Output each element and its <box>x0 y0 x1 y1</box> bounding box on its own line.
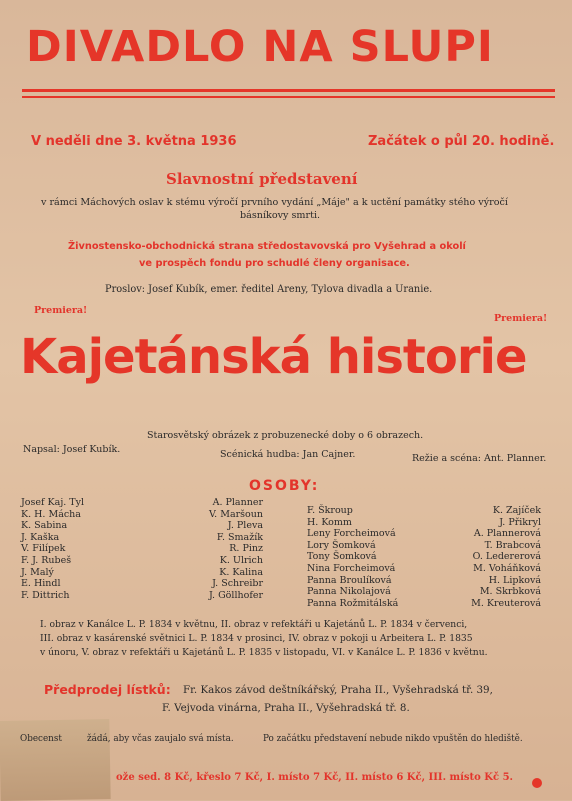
actor-name: V. Maršoun <box>208 508 263 520</box>
cast-heading: OSOBY: <box>249 478 320 494</box>
role-name: J. Malý <box>21 566 54 578</box>
cast-row <box>21 497 263 509</box>
cast-right-column <box>307 505 541 609</box>
occasion-line-2: básníkovy smrti. <box>240 210 321 221</box>
play-music: Scénická hudba: Jan Cajner. <box>220 449 356 460</box>
role-name: Josef Kaj. Tyl <box>21 497 85 508</box>
corner-mark <box>532 778 542 788</box>
cast-row <box>307 586 541 598</box>
organizer-line-2: ve prospěch fondu pro schudlé členy organisace. <box>139 258 410 269</box>
play-author: Napsal: Josef Kubík. <box>23 444 121 455</box>
actor-name: M. Kreuterová <box>471 597 541 609</box>
organizer-line-1: Živnostensko-obchodnická strana středostavovská pro Vyšehrad a okolí <box>68 241 466 252</box>
cast-row <box>21 567 263 579</box>
occasion-line-1: v rámci Máchových oslav k stému výročí prvního vydání „Máje" a k uctění památky stého výročí <box>41 197 508 208</box>
role-name: K. Sabina <box>21 520 68 532</box>
cast-row <box>21 543 263 555</box>
cast-row <box>21 532 263 544</box>
role-name: K. H. Mácha <box>21 508 81 520</box>
role-name: Panna Rožmitálská <box>307 597 399 609</box>
cast-row <box>307 575 541 587</box>
actor-name: M. Voháňková <box>473 562 541 574</box>
actor-name: J. Göllhofer <box>208 589 263 601</box>
scenes-line-2: III. obraz v kasárenské světnici L. P. 1834 v prosinci, IV. obraz v pokoji u Arbeitera L. P. 1835 <box>40 633 473 644</box>
actor-name: R. Pinz <box>229 543 263 555</box>
cast-row <box>21 590 263 602</box>
role-name: F. Dittrich <box>21 589 70 601</box>
role-name: Panna Nikolajová <box>307 586 391 598</box>
role-name: E. Hindl <box>21 578 61 590</box>
cast-row <box>307 528 541 540</box>
actor-name: J. Schreibr <box>212 578 263 590</box>
occasion-title: Slavnostní představení <box>166 170 358 188</box>
actor-name: J. Pleva <box>227 520 263 532</box>
cast-row <box>307 505 541 517</box>
actor-name: K. Ulrich <box>219 554 263 566</box>
tickets-line-2: F. Vejvoda vinárna, Praha II., Vyšehradská tř. 8. <box>162 702 410 714</box>
premiere-right: Premiera! <box>494 313 548 324</box>
cast-row <box>21 578 263 590</box>
speech-line: Proslov: Josef Kubík, emer. ředitel Areny, Tylova divadla a Uranie. <box>105 284 433 295</box>
actor-name: T. Brabcová <box>484 539 541 551</box>
cast-row <box>307 517 541 529</box>
actor-name: K. Kalina <box>219 566 263 578</box>
play-direction: Režie a scéna: Ant. Planner. <box>412 453 547 464</box>
role-name: V. Filípek <box>21 543 66 555</box>
notice-right: Po začátku představení nebude nikdo vpuštěn do hlediště. <box>263 734 523 744</box>
cast-row <box>307 540 541 552</box>
role-name: Lory Šomková <box>307 539 376 551</box>
premiere-left: Premiera! <box>34 305 88 316</box>
play-title: Kajetánská historie <box>20 329 527 385</box>
cast-row <box>21 509 263 521</box>
tickets-label: Předprodej lístků: <box>44 682 171 697</box>
scenes-line-3: v únoru, V. obraz v refektáři u Kajetánů L. P. 1835 v listopadu, VI. v Kanálce L. P. 1836 v květnu. <box>40 647 488 658</box>
cast-row <box>307 551 541 563</box>
role-name: F. J. Rubeš <box>21 554 72 566</box>
start-time: Začátek o půl 20. hodině. <box>368 134 555 149</box>
cast-row <box>307 563 541 575</box>
notice-left-b: žádá, aby včas zaujalo svá místa. <box>87 734 234 744</box>
actor-name: A. Plannerová <box>473 528 541 540</box>
role-name: H. Komm <box>307 516 352 528</box>
title-rule-bottom <box>22 96 555 98</box>
cast-row <box>21 520 263 532</box>
date-line: V neděli dne 3. května 1936 <box>31 134 237 149</box>
role-name: F. Škroup <box>307 505 353 516</box>
cast-row <box>307 598 541 610</box>
actor-name: M. Skrbková <box>479 586 541 598</box>
tickets-line-1: Fr. Kakos závod deštníkářský, Praha II., Vyšehradská tř. 39, <box>183 684 493 696</box>
notice-left-a: Obecenst <box>20 734 62 744</box>
role-name: Nina Forcheimová <box>307 562 396 574</box>
actor-name: O. Ledererová <box>472 551 541 563</box>
role-name: Tony Šomková <box>307 551 377 563</box>
cast-left-column <box>21 497 263 601</box>
title-rule-top <box>22 89 555 92</box>
role-name: Leny Forcheimová <box>307 528 396 540</box>
play-subtitle: Starosvětský obrázek z probuzenecké doby o 6 obrazech. <box>147 430 424 441</box>
role-name: Panna Broulíková <box>307 574 392 586</box>
theatre-name: DIVADLO NA SLUPI <box>26 22 494 72</box>
actor-name: K. Zajíček <box>492 505 541 516</box>
scenes-line-1: I. obraz v Kanálce L. P. 1834 v květnu, II. obraz v refektáři u Kajetánů L. P. 1834 v červenci, <box>40 619 468 630</box>
price-line: ože sed. 8 Kč, křeslo 7 Kč, I. místo 7 Kč, II. místo 6 Kč, III. místo Kč 5. <box>116 772 514 783</box>
actor-name: F. Smažík <box>216 531 263 543</box>
role-name: J. Kaška <box>21 531 60 543</box>
tape-residue <box>0 719 111 801</box>
actor-name: H. Lipková <box>488 574 541 586</box>
actor-name: J. Přikryl <box>499 516 541 528</box>
cast-row <box>21 555 263 567</box>
actor-name: A. Planner <box>212 497 263 508</box>
